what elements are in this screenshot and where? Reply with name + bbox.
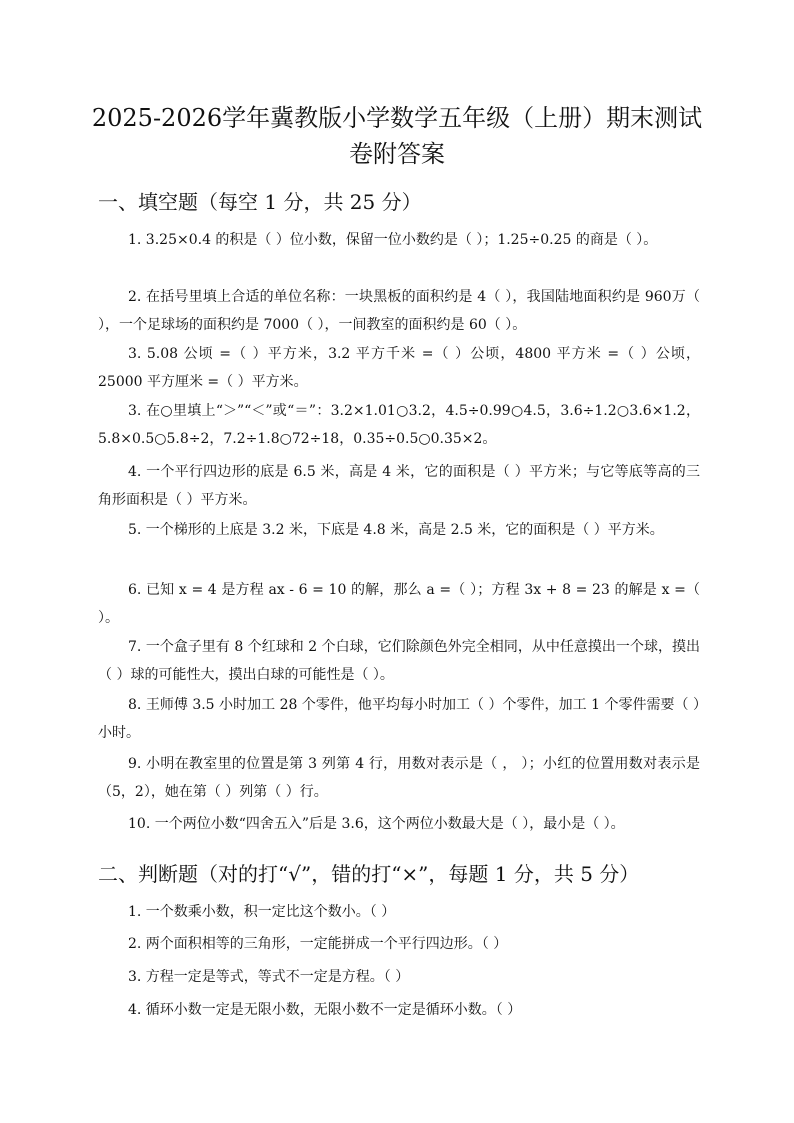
- question-1-7: 7. 一个盒子里有 8 个红球和 2 个白球，它们除颜色外完全相同，从中任意摸出一个球，摸出（ ）球的可能性大，摸出白球的可能性是（ ）。: [98, 639, 700, 683]
- title-line-2: 卷附答案: [349, 140, 445, 168]
- question-2-2: 2. 两个面积相等的三角形，一定能拼成一个平行四边形。（ ）: [128, 936, 508, 952]
- question-2-4: 4. 循环小数一定是无限小数，无限小数不一定是循环小数。（ ）: [128, 1002, 522, 1018]
- document-title: [60, 100, 734, 172]
- question-1-3: 3. 5.08 公顷 =（ ）平方米，3.2 平方千米 =（ ）公顷，4800 平方米 =（ ）公顷，25000 平方厘米 =（ ）平方米。: [98, 346, 700, 390]
- section-1-heading: 一、填空题（每空 1 分，共 25 分）: [98, 190, 422, 214]
- question-1-6: 6. 已知 x = 4 是方程 ax - 6 = 10 的解，那么 a =（ ）；方程 3x + 8 = 23 的解是 x =（ ）。: [98, 582, 700, 626]
- question-1-3b: 3. 在○里填上“＞”“＜”或“＝”：3.2×1.01○3.2，4.5÷0.99○4.5，3.6÷1.2○3.6×1.2，5.8×0.5○5.8÷2，7.2÷1.8○72÷18，0.35÷0.5○0.35×2。: [98, 403, 700, 447]
- question-2-1: 1. 一个数乘小数，积一定比这个数小。（ ）: [128, 904, 396, 920]
- question-1-9: 9. 小明在教室里的位置是第 3 列第 4 行，用数对表示是（ ， ）；小红的位置用数对表示是（5，2），她在第（ ）列第（ ）行。: [98, 756, 700, 800]
- question-1-4: 4. 一个平行四边形的底是 6.5 米，高是 4 米，它的面积是（ ）平方米；与它等底等高的三角形面积是（ ）平方米。: [98, 464, 700, 508]
- question-2-3: 3. 方程一定是等式，等式不一定是方程。（ ）: [128, 969, 410, 985]
- question-1-5: 5. 一个梯形的上底是 3.2 米，下底是 4.8 米，高是 2.5 米，它的面积是（ ）平方米。: [128, 522, 664, 538]
- section-2-heading: 二、判断题（对的打“√”，错的打“×”，每题 1 分，共 5 分）: [98, 862, 640, 886]
- question-1-8: 8. 王师傅 3.5 小时加工 28 个零件，他平均每小时加工（ ）个零件，加工 1 个零件需要（ ）小时。: [98, 697, 700, 741]
- question-1-2: 2. 在括号里填上合适的单位名称：一块黑板的面积约是 4（ ），我国陆地面积约是 960万（ ），一个足球场的面积约是 7000（ ），一间教室的面积约是 60（ ）。: [98, 289, 700, 333]
- question-1-1: 1. 3.25×0.4 的积是（ ）位小数，保留一位小数约是（ ）；1.25÷0.25 的商是（ ）。: [128, 232, 658, 248]
- title-line-1: 2025-2026学年冀教版小学数学五年级（上册）期末测试: [91, 104, 703, 132]
- question-1-10: 10. 一个两位小数“四舍五入”后是 3.6，这个两位小数最大是（ ），最小是（ ）。: [128, 816, 625, 832]
